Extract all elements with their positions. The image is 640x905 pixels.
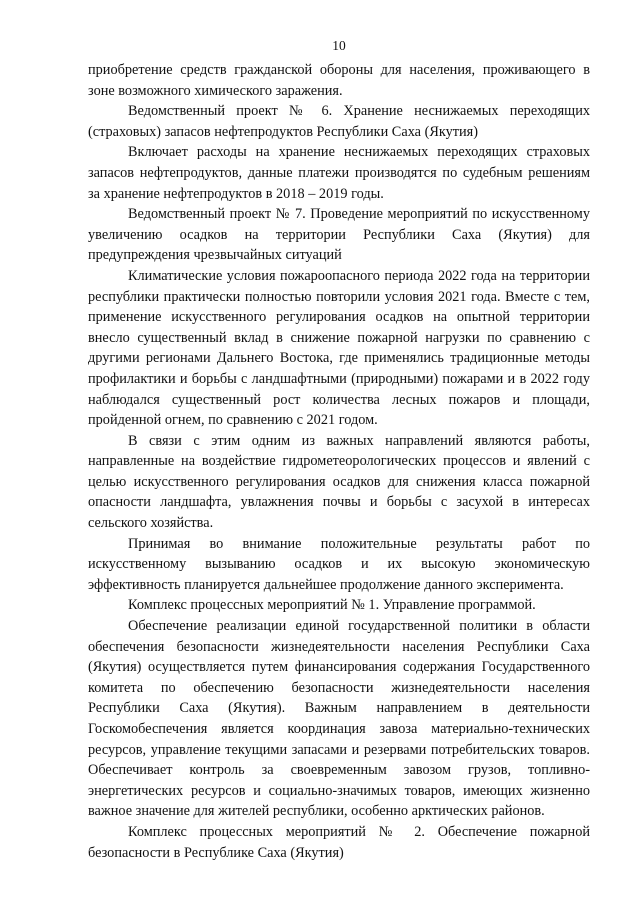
paragraph: Ведомственный проект № 6. Хранение неснижаемых переходящих (страховых) запасов нефтепродуктов Республики Саха (Якутия) <box>88 103 590 140</box>
paragraph: Комплекс процессных мероприятий № 1. Управление программой. <box>128 597 536 614</box>
paragraph: приобретение средств гражданской обороны для населения, проживающего в зоне возможного химического заражения. <box>88 62 590 99</box>
paragraph: В связи с этим одним из важных направлений являются работы, направленные на воздействие гидрометеорологических процессов и явлений с целью искусственного регулирования осадков для снижения класса пожарной опасности ландшафта, увлажнения почвы и борьбы с засухой в интересах сельского хозяйства. <box>88 432 590 532</box>
document-body <box>88 60 590 863</box>
page-number: 10 <box>332 38 346 53</box>
paragraph: Климатические условия пожароопасного периода 2022 года на территории республики практически полностью повторили условия 2021 года. Вместе с тем, применение искусственного регулирования осадков на опытной территории внесло существенный вклад в снижение пожарной нагрузки по сравнению с другими регионами Дальнего Востока, где применялись традиционные методы профилактики и борьбы с ландшафтными (природными) пожарами и в 2022 году наблюдался существенный рост количества лесных пожаров и площади, пройденной огнем, по сравнению с 2021 годом. <box>88 267 590 429</box>
paragraph: Принимая во внимание положительные результаты работ по искусственному вызыванию осадков и их высокую экономическую эффективность планируется дальнейшее продолжение данного эксперимента. <box>88 535 590 593</box>
paragraph: Ведомственный проект № 7. Проведение мероприятий по искусственному увеличению осадков на территории Республики Саха (Якутия) для предупреждения чрезвычайных ситуаций <box>88 206 590 264</box>
paragraph: Включает расходы на хранение неснижаемых переходящих страховых запасов нефтепродуктов, данные платежи производятся по судебным решениям за хранение нефтепродуктов в 2018 – 2019 годы. <box>88 144 590 202</box>
paragraph: Обеспечение реализации единой государственной политики в области обеспечения безопасности жизнедеятельности населения Республики Саха (Якутия) осуществляется путем финансирования содержания Государственного комитета по обеспечению безопасности жизнедеятельности населения Республики Саха (Якутия). Важным направлением в деятельности Госкомобеспечения является координация завоза материально-технических ресурсов, управление текущими запасами и резервами потребительских товаров. Обеспечивает контроль за своевременным завозом грузов, топливно-энергетических ресурсов и социально-значимых товаров, имеющих жизненно важное значение для жителей республики, особенно арктических районов. <box>88 618 590 820</box>
paragraph: Комплекс процессных мероприятий № 2. Обеспечение пожарной безопасности в Республике Саха (Якутия) <box>88 823 590 861</box>
